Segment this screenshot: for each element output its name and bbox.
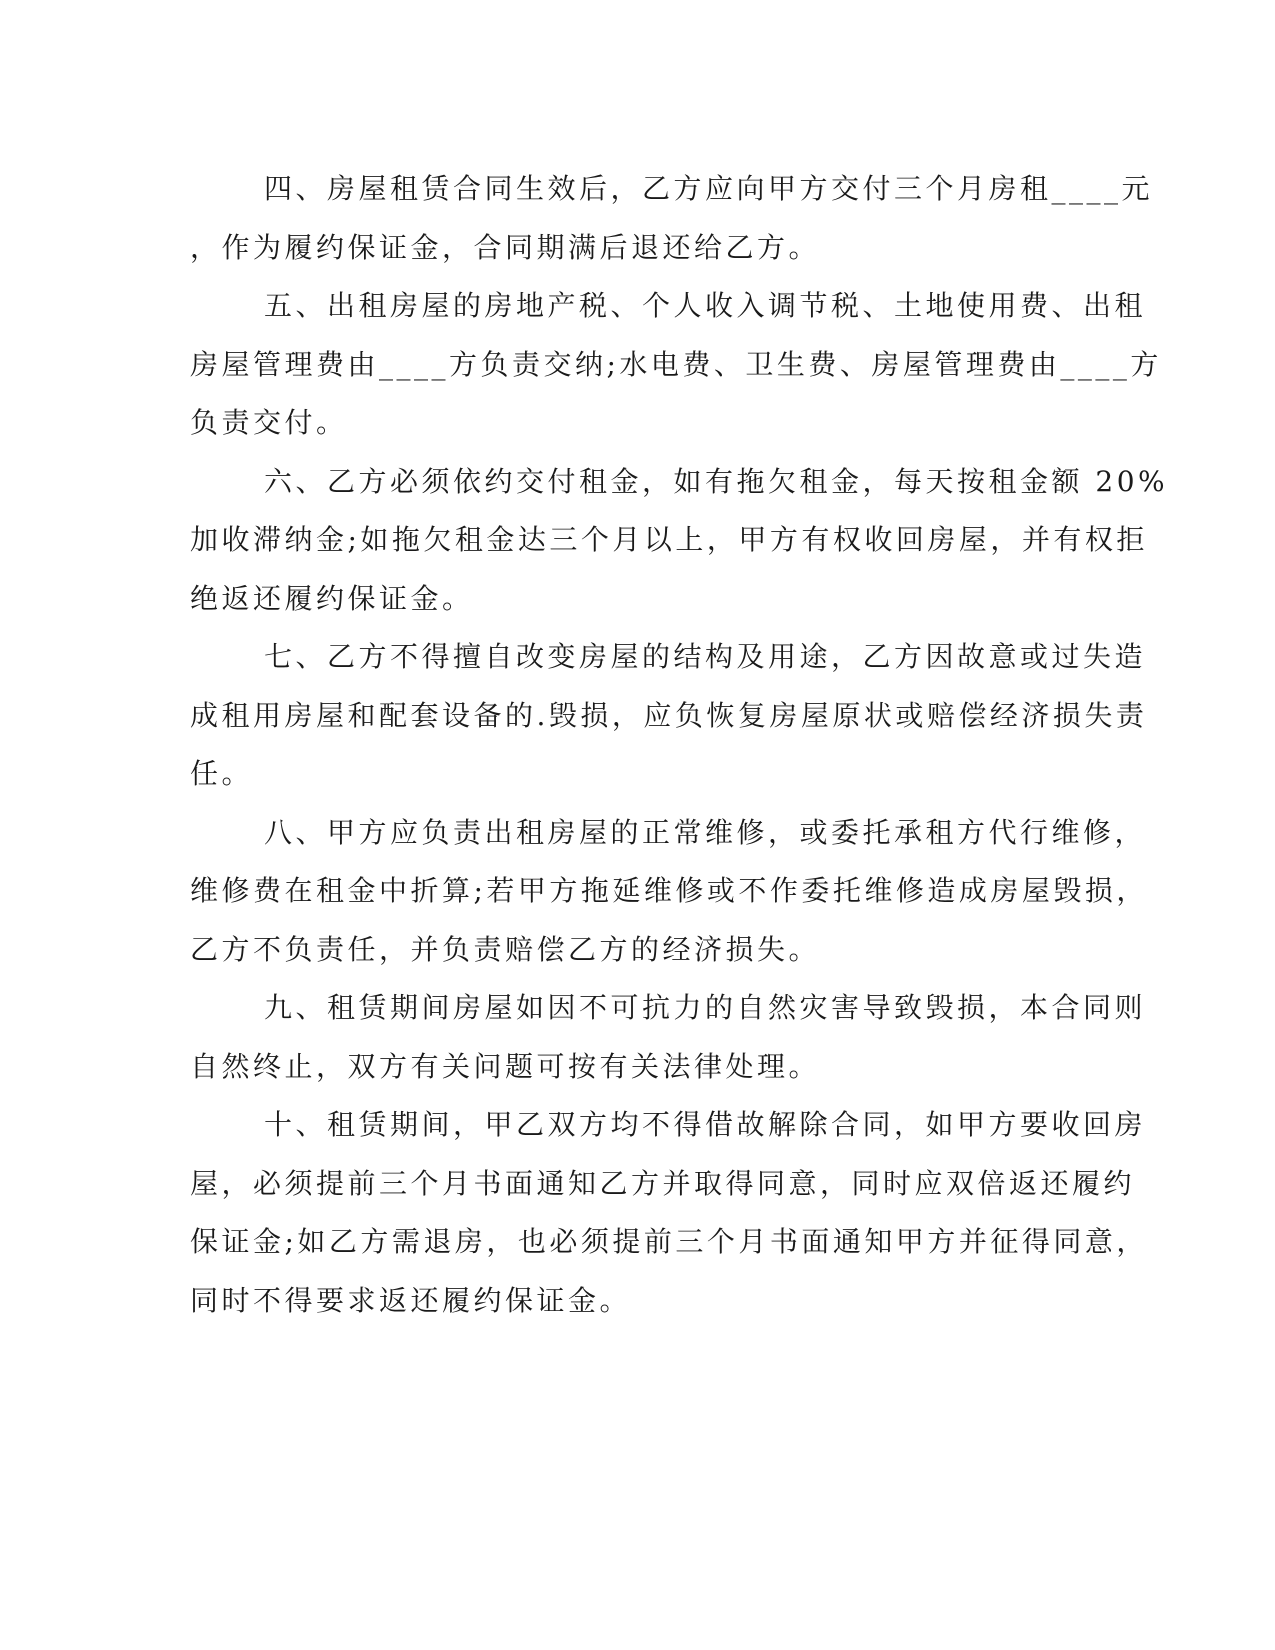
text-line: 七、乙方不得擅自改变房屋的结构及用途，乙方因故意或过失造 [264, 640, 1147, 673]
text-line: 保证金;如乙方需退房，也必须提前三个月书面通知甲方并征得同意， [190, 1225, 1148, 1258]
clause-8 [190, 804, 1148, 980]
clause-6 [190, 453, 1169, 629]
text-line: 九、租赁期间房屋如因不可抗力的自然灾害导致毁损，本合同则 [264, 991, 1147, 1024]
text-line: 任。 [190, 757, 254, 790]
clause-4 [190, 160, 1154, 277]
text-line: 五、出租房屋的房地产税、个人收入调节税、土地使用费、出租 [264, 289, 1147, 322]
text-line: 乙方不负责任，并负责赔偿乙方的经济损失。 [190, 932, 821, 966]
text-line: 同时不得要求返还履约保证金。 [190, 1283, 632, 1317]
document-body [190, 160, 1169, 1330]
clause-5 [190, 277, 1162, 453]
text-line: 维修费在租金中折算;若甲方拖延维修或不作委托维修造成房屋毁损， [190, 874, 1148, 907]
text-line: 房屋管理费由____方负责交纳;水电费、卫生费、房屋管理费由____方 [190, 347, 1162, 381]
clause-7 [190, 628, 1148, 804]
clause-9 [190, 979, 1147, 1096]
text-line: 负责交付。 [190, 406, 348, 439]
text-line: 屋，必须提前三个月书面通知乙方并取得同意，同时应双倍返还履约 [190, 1166, 1136, 1200]
text-line: 绝返还履约保证金。 [190, 581, 474, 615]
text-line: 自然终止，双方有关问题可按有关法律处理。 [190, 1049, 821, 1083]
text-line: 四、房屋租赁合同生效后，乙方应向甲方交付三个月房租____元 [264, 172, 1154, 205]
text-line: 成租用房屋和配套设备的.毁损，应负恢复房屋原状或赔偿经济损失责 [190, 698, 1148, 732]
text-line: 八、甲方应负责出租房屋的正常维修，或委托承租方代行维修， [264, 815, 1147, 849]
clause-10 [190, 1096, 1148, 1330]
text-line: 六、乙方必须依约交付租金，如有拖欠租金，每天按租金额 20% [264, 464, 1169, 498]
text-line: 十、租赁期间，甲乙双方均不得借故解除合同，如甲方要收回房 [264, 1108, 1147, 1141]
text-line: 加收滞纳金;如拖欠租金达三个月以上，甲方有权收回房屋，并有权拒 [190, 523, 1148, 556]
text-line: ，作为履约保证金，合同期满后退还给乙方。 [190, 230, 821, 264]
